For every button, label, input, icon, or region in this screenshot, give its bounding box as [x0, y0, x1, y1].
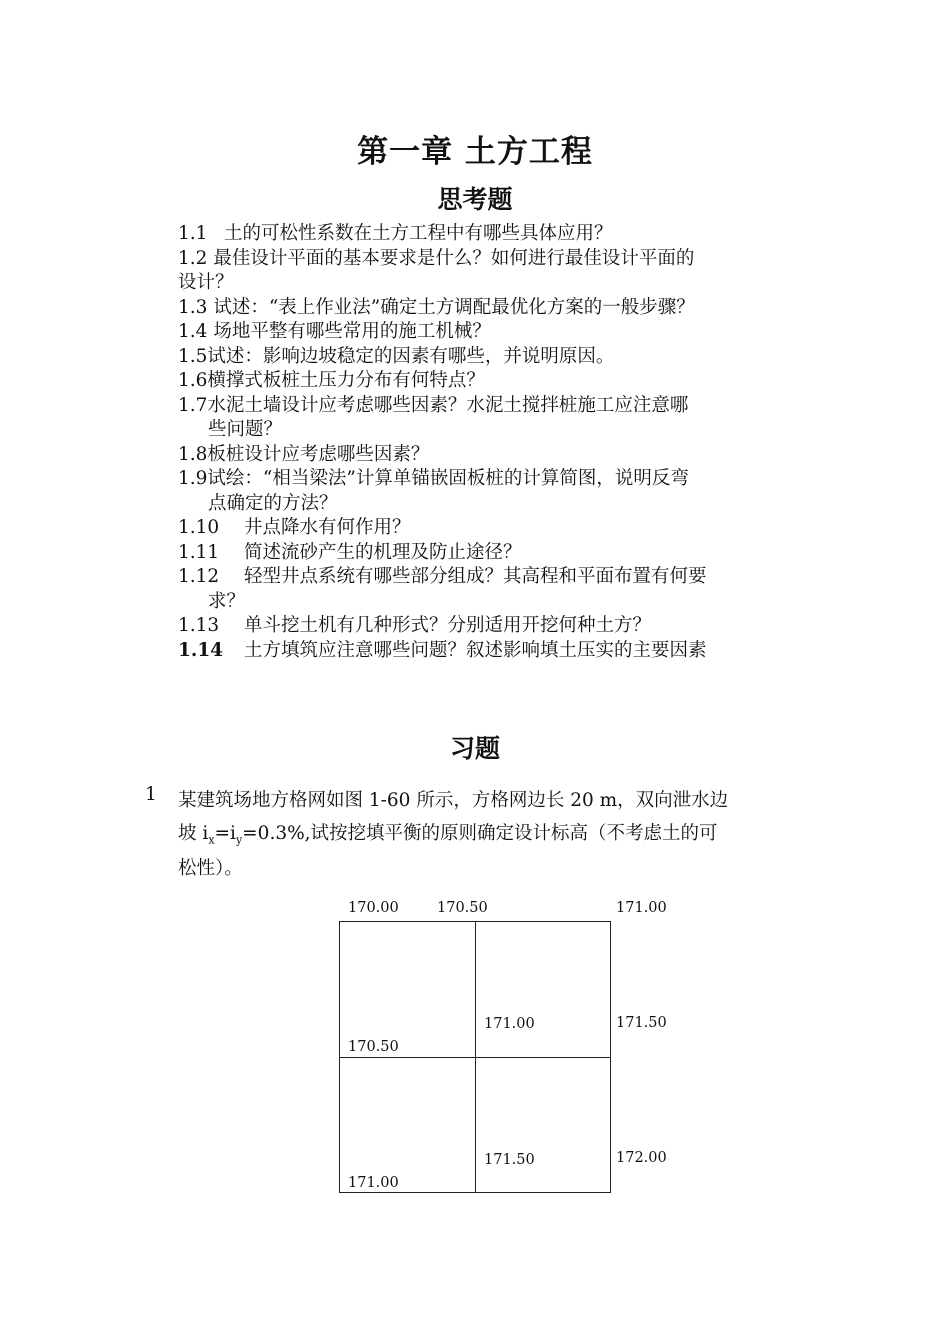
question-number: 1.6: [178, 370, 208, 391]
question-continuation: 求？: [208, 590, 246, 612]
question-continuation: 设计？: [178, 272, 234, 293]
question-number: 1.5: [178, 345, 208, 367]
question-text: 轻型井点系统有哪些部分组成？其高程和平面布置有何要: [244, 566, 707, 587]
grid-elevation-label: 171.00: [616, 900, 667, 916]
question-text: 井点降水有何作用？: [244, 517, 411, 538]
question-text: 横撑式板桩土压力分布有何特点？: [207, 370, 485, 391]
exercises-section-title: 习题: [449, 734, 500, 763]
grid-elevation-label: 171.50: [616, 1015, 667, 1031]
question-number: 1.10: [178, 517, 220, 538]
question-number: 1.13: [178, 615, 220, 636]
grid-elevation-label: 171.50: [484, 1152, 535, 1168]
subscript-y: y: [235, 833, 243, 847]
question-number: 1.2: [178, 247, 208, 269]
exercise-number: 1: [145, 784, 157, 805]
exercise-line-2c: =0.3%,试按挖填平衡的原则确定设计标高（不考虑土的可: [242, 823, 718, 844]
grid-elevation-label: 170.50: [348, 1039, 399, 1055]
grid-elevation-label: 172.00: [616, 1150, 667, 1166]
question-text: 简述流砂产生的机理及防止途径？: [244, 541, 522, 563]
questions-section-title: 思考题: [437, 185, 513, 214]
grid-elevation-label: 171.00: [348, 1175, 399, 1191]
grid-cell: [339, 921, 476, 1058]
question-text: 板桩设计应考虑哪些因素？: [207, 443, 430, 465]
question-number: 1.4: [178, 321, 208, 342]
grid-cell: [475, 1057, 611, 1193]
question-text: 最佳设计平面的基本要求是什么？如何进行最佳设计平面的: [213, 247, 695, 269]
grid-elevation-label: 171.00: [484, 1016, 535, 1032]
question-number: 1.11: [178, 541, 220, 563]
question-text: 单斗挖土机有几种形式？分别适用开挖何种土方？: [244, 615, 652, 636]
question-number: 1.12: [178, 566, 220, 587]
question-text: 场地平整有哪些常用的施工机械？: [213, 321, 491, 342]
grid-cell: [339, 1057, 476, 1193]
exercise-line-1: 某建筑场地方格网如图 1-60 所示，方格网边长 20 m，双向泄水边: [178, 790, 729, 811]
question-continuation: 点确定的方法？: [208, 492, 338, 514]
question-number: 1.7: [178, 394, 208, 416]
question-text: 水泥土墙设计应考虑哪些因素？水泥土搅拌桩施工应注意哪: [207, 394, 689, 416]
question-number: 1.1: [178, 223, 208, 244]
exercise-line-2b: =i: [214, 823, 236, 844]
grid-elevation-label: 170.00: [348, 900, 399, 916]
grid-cell: [475, 921, 611, 1058]
question-text: 试绘：“相当梁法”计算单锚嵌固板桩的计算简图，说明反弯: [207, 468, 689, 489]
grid-elevation-label: 170.50: [437, 900, 488, 916]
question-text: 试述：影响边坡稳定的因素有哪些，并说明原因。: [207, 345, 615, 367]
question-number: 1.3: [178, 296, 208, 318]
question-continuation: 些问题？: [208, 419, 283, 440]
question-text: 试述：“表上作业法”确定土方调配最优化方案的一般步骤？: [213, 296, 695, 318]
question-text: 土方填筑应注意哪些问题？叙述影响填土压实的主要因素: [244, 639, 707, 661]
exercise-line-2a: 坡 i: [178, 823, 209, 844]
subscript-x: x: [208, 833, 215, 847]
question-number: 1.8: [178, 443, 208, 465]
question-number: 1.9: [178, 468, 208, 489]
question-number: 1.14: [178, 639, 224, 661]
exercise-line-3: 松性）。: [178, 857, 243, 879]
chapter-title: 第一章 土方工程: [357, 134, 593, 170]
question-text: 土的可松性系数在土方工程中有哪些具体应用？: [224, 223, 613, 244]
